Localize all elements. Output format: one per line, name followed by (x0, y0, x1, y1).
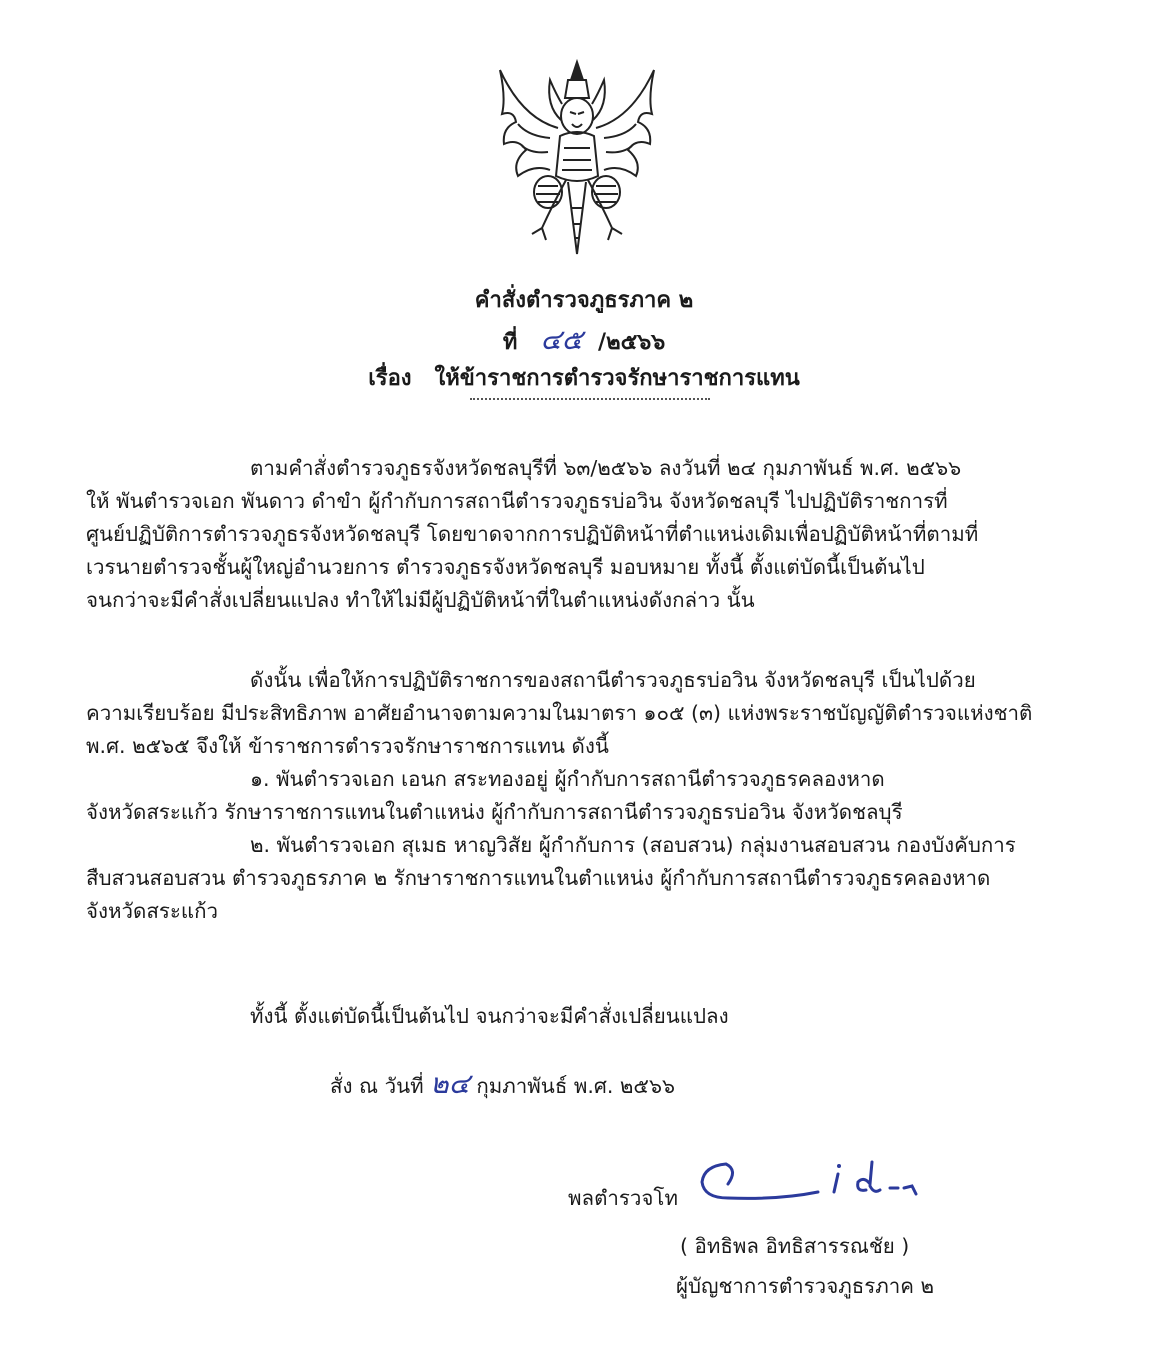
paragraph-line: ศูนย์ปฏิบัติการตำรวจภูธรจังหวัดชลบุรี โดยขาดจากการปฏิบัติหน้าที่ตำแหน่งเดิมเพื่อปฏิบัติหน้าที่ตามที่ (86, 522, 979, 546)
handwritten-signature (698, 1152, 928, 1212)
order-number-prefix: ที่ (502, 330, 518, 355)
order-item-2: ๒. พันตำรวจเอก สุเมธ หาญวิสัย ผู้กำกับการ (สอบสวน) กลุ่มงานสอบสวน กองบังคับการ (250, 833, 1016, 857)
paragraph-line: ให้ พันตำรวจเอก พันดาว ดำขำ ผู้กำกับการสถานีตำรวจภูธรบ่อวิน จังหวัดชลบุรี ไปปฏิบัติราชการที่ (86, 489, 948, 513)
paragraph-order (86, 664, 1096, 928)
signatory-name: ( อิทธิพล อิทธิสารรณชัย ) (680, 1234, 910, 1258)
order-item-1: ๑. พันตำรวจเอก เอนก สระทองอยู่ ผู้กำกับการสถานีตำรวจภูธรคลองหาด (250, 767, 885, 791)
header-divider (470, 398, 710, 400)
closing-statement (86, 1000, 1096, 1033)
paragraph-background (86, 452, 1096, 617)
subject-label: เรื่อง (368, 366, 412, 391)
order-title: คำสั่งตำรวจภูธรภาค ๒ (474, 288, 694, 313)
paragraph-line: ตามคำสั่งตำรวจภูธรจังหวัดชลบุรีที่ ๖๓/๒๕๖๖ ลงวันที่ ๒๔ กุมภาพันธ์ พ.ศ. ๒๕๖๖ (250, 456, 962, 480)
paragraph-line: จังหวัดสระแก้ว รักษาราชการแทนในตำแหน่ง ผู้กำกับการสถานีตำรวจภูธรบ่อวิน จังหวัดชลบุรี (86, 800, 903, 824)
order-date-prefix: สั่ง ณ วันที่ (330, 1074, 424, 1098)
order-subject (0, 360, 1168, 395)
paragraph-line: จนกว่าจะมีคำสั่งเปลี่ยนแปลง ทำให้ไม่มีผู้ปฏิบัติหน้าที่ในตำแหน่งดังกล่าว นั้น (86, 588, 755, 612)
paragraph-line: พ.ศ. ๒๕๖๕ จึงให้ ข้าราชการตำรวจรักษาราชการแทน ดังนี้ (86, 734, 609, 758)
closing-line: ทั้งนี้ ตั้งแต่บัดนี้เป็นต้นไป จนกว่าจะมีคำสั่งเปลี่ยนแปลง (250, 1004, 729, 1028)
paragraph-line: สืบสวนสอบสวน ตำรวจภูธรภาค ๒ รักษาราชการแทนในตำแหน่ง ผู้กำกับการสถานีตำรวจภูธรคลองหาด (86, 866, 991, 890)
paragraph-line: ดังนั้น เพื่อให้การปฏิบัติราชการของสถานีตำรวจภูธรบ่อวิน จังหวัดชลบุรี เป็นไปด้วย (250, 668, 976, 692)
subject-text: ให้ข้าราชการตำรวจรักษาราชการแทน (434, 366, 800, 391)
order-date-day-handwritten: ๒๔ (430, 1067, 470, 1100)
signatory-position: ผู้บัญชาการตำรวจภูธรภาค ๒ (676, 1274, 935, 1298)
paragraph-line: ความเรียบร้อย มีประสิทธิภาพ อาศัยอำนาจตามความในมาตรา ๑๐๕ (๓) แห่งพระราชบัญญัติตำรวจแห่งชาติ (86, 701, 1033, 725)
order-number-handwritten: ๔๕ (540, 323, 583, 356)
order-date-suffix: กุมภาพันธ์ พ.ศ. ๒๕๖๖ (476, 1074, 675, 1098)
order-number-suffix: /๒๕๖๖ (598, 330, 666, 355)
order-number (0, 318, 1168, 362)
paragraph-line: จังหวัดสระแก้ว (86, 899, 219, 923)
garuda-emblem-icon (492, 58, 662, 256)
paragraph-line: เวรนายตำรวจชั้นผู้ใหญ่อำนวยการ ตำรวจภูธรจังหวัดชลบุรี มอบหมาย ทั้งนี้ ตั้งแต่บัดนี้เป็นต้นไป (86, 555, 925, 579)
signatory-rank: พลตำรวจโท (568, 1186, 678, 1210)
order-date (330, 1062, 675, 1106)
